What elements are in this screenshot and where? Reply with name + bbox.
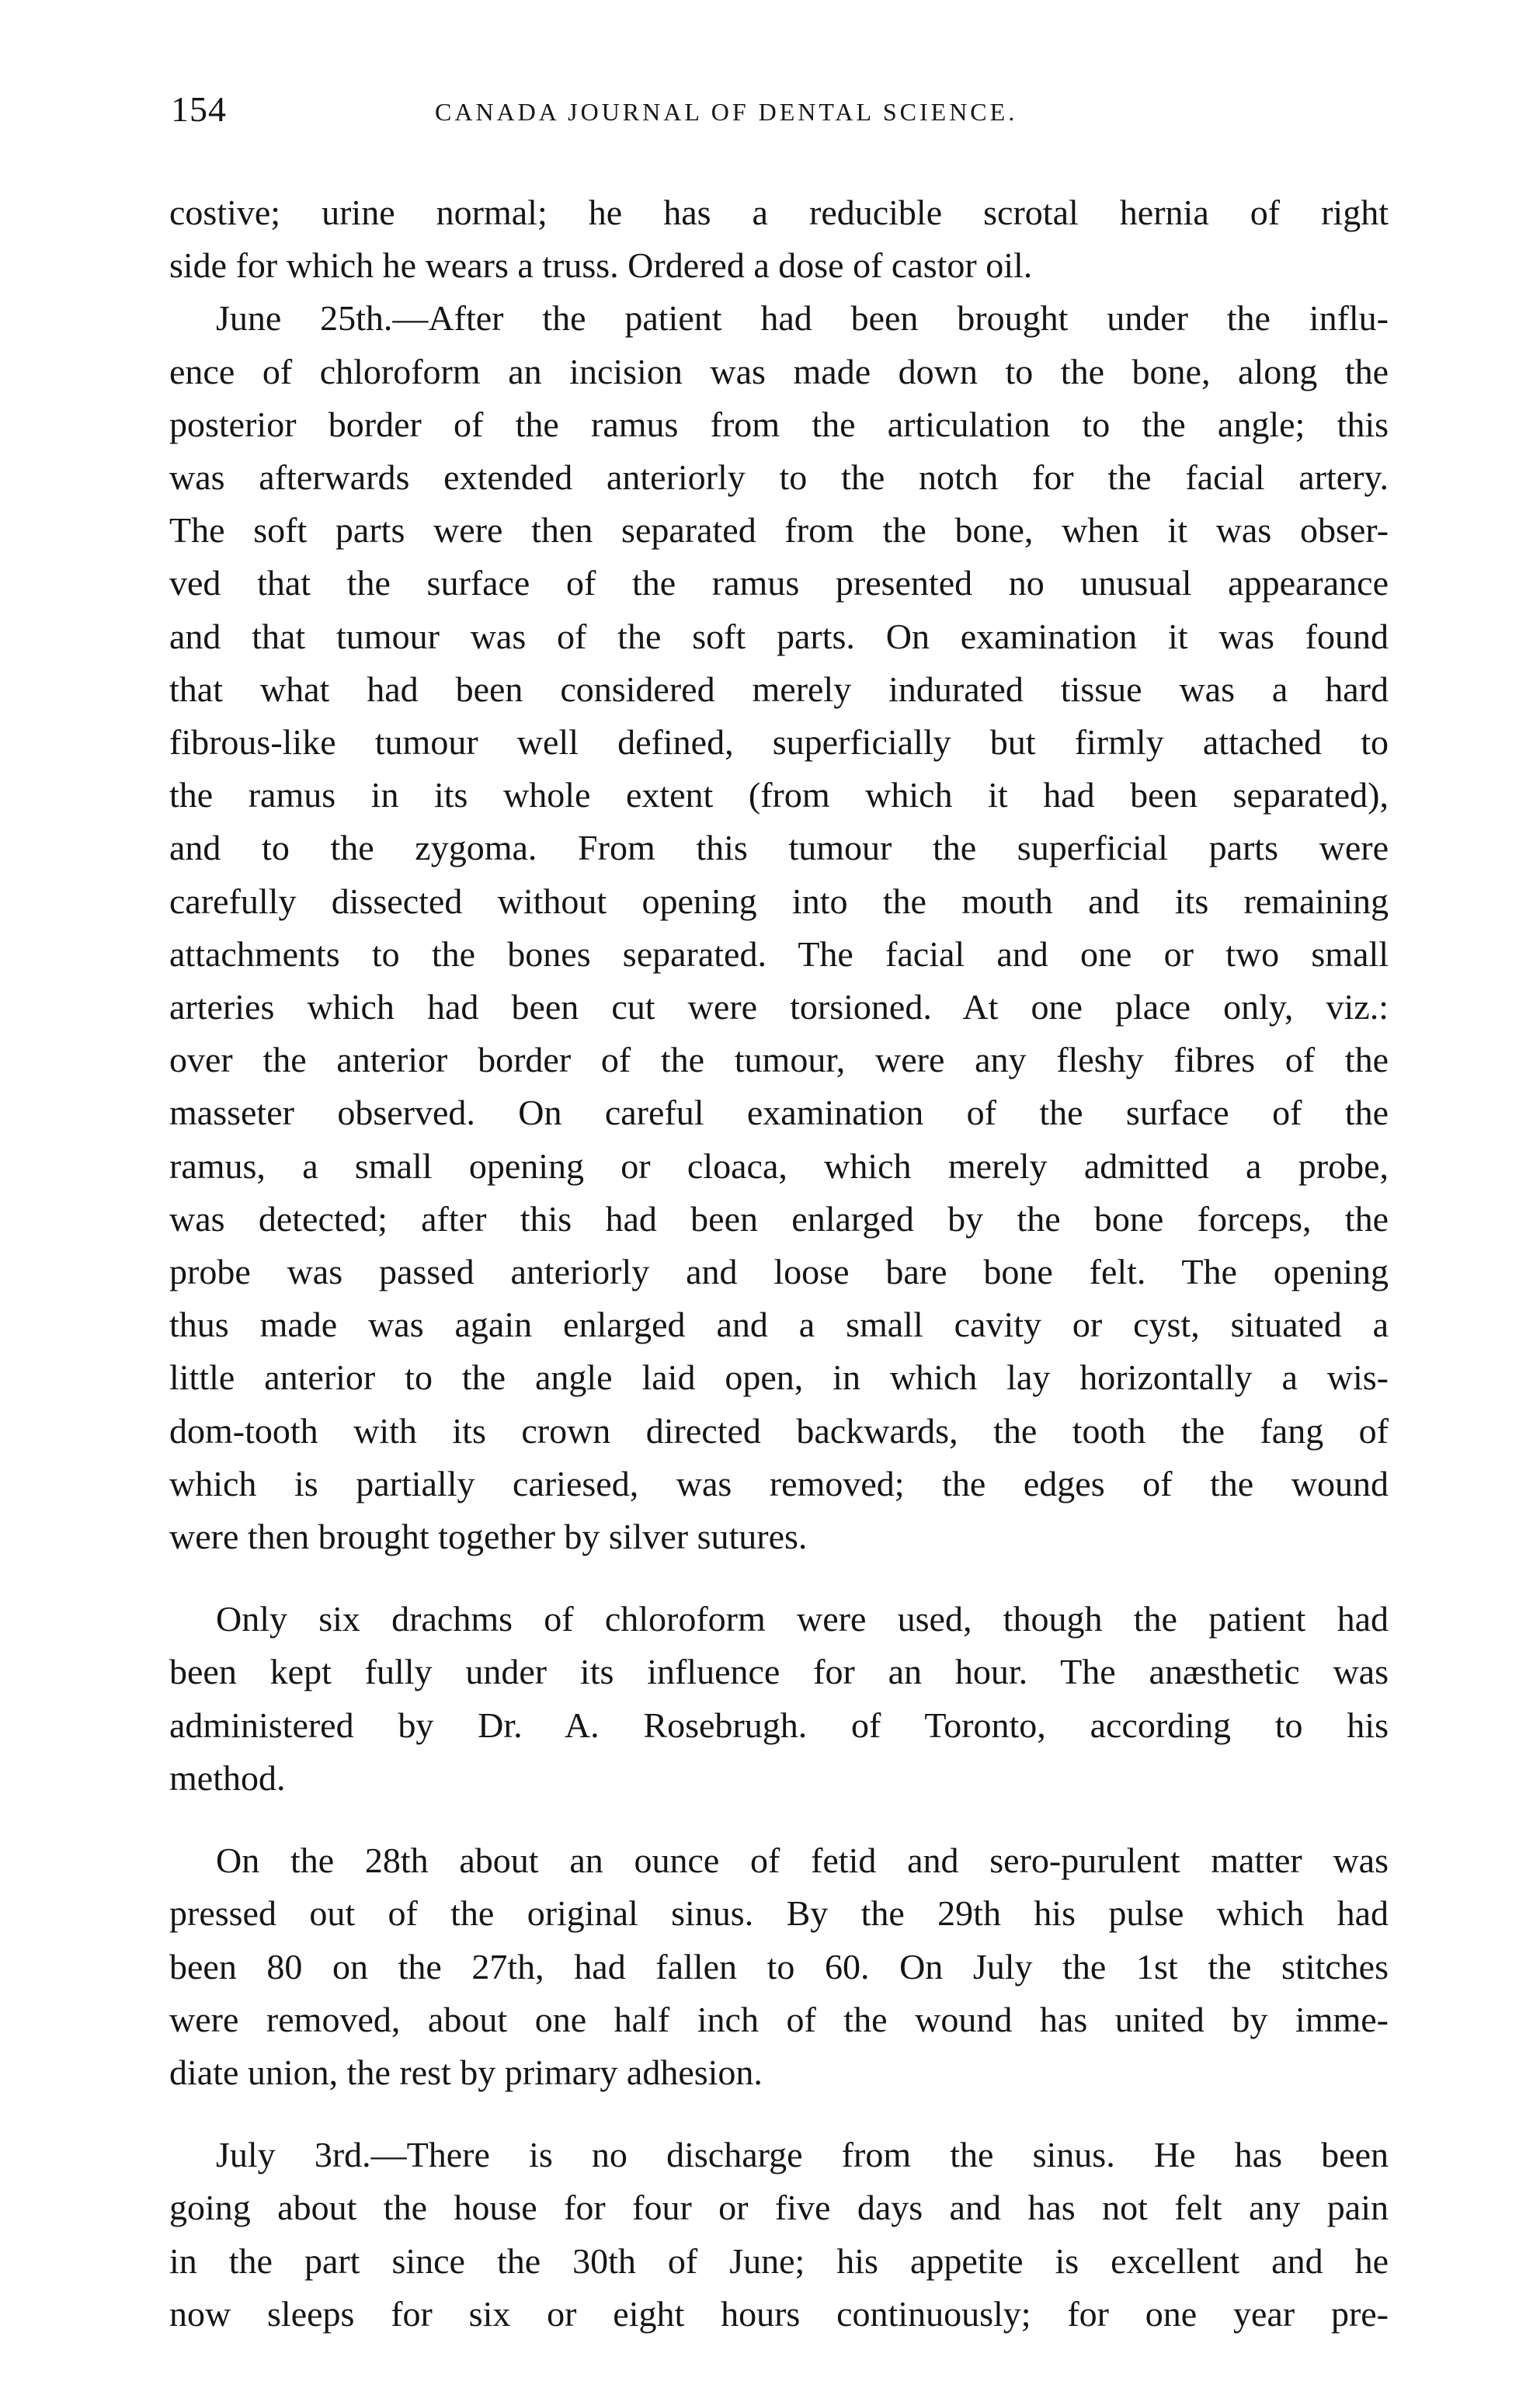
text-line: administered by Dr. A. Rosebrugh. of Toronto, according to his (169, 1705, 1389, 1745)
text-line: and that tumour was of the soft parts. On examination it was found (169, 616, 1389, 656)
text-line: dom-tooth with its crown directed backwards, the tooth the fang of (169, 1410, 1389, 1451)
text-line: arteries which had been cut were torsioned. At one place only, viz.: (169, 987, 1389, 1027)
paragraph (169, 292, 1389, 1563)
text-line: costive; urine normal; he has a reducible scrotal hernia of right (169, 193, 1389, 232)
text-line: little anterior to the angle laid open, in which lay horizontally a wis- (169, 1357, 1389, 1398)
text-line: ramus, a small opening or cloaca, which merely admitted a probe, (169, 1145, 1389, 1186)
paragraph (169, 1834, 1389, 2099)
text-line: carefully dissected without opening into the mouth and its remaining (169, 881, 1389, 921)
paragraph (169, 2129, 1389, 2341)
text-line: was afterwards extended anteriorly to the notch for the facial artery. (169, 457, 1389, 498)
text-line: now sleeps for six or eight hours continuously; for one year pre- (169, 2293, 1389, 2334)
text-line: were then brought together by silver sutures. (169, 1517, 808, 1557)
text-line: pressed out of the original sinus. By the 29th his pulse which had (169, 1893, 1389, 1934)
text-line: and to the zygoma. From this tumour the superficial parts were (169, 828, 1389, 868)
page-number: 154 (171, 89, 227, 129)
text-line: The soft parts were then separated from the bone, when it was obser- (169, 510, 1389, 551)
text-line: method. (169, 1757, 286, 1798)
text-line: ved that the surface of the ramus presented no unusual appearance (169, 563, 1389, 603)
running-title: CANADA JOURNAL OF DENTAL SCIENCE. (435, 98, 1018, 126)
text-line: that what had been considered merely indurated tissue was a hard (169, 669, 1389, 709)
paragraph (169, 186, 1389, 292)
text-line: masseter observed. On careful examination of the surface of the (169, 1093, 1389, 1133)
text-line: June 25th.—After the patient had been brought under the influ- (216, 298, 1389, 339)
text-line: probe was passed anteriorly and loose bare bone felt. The opening (169, 1252, 1389, 1292)
text-line: been 80 on the 27th, had fallen to 60. On July the 1st the stitches (169, 1946, 1389, 1987)
text-line: On the 28th about an ounce of fetid and sero-purulent matter was (216, 1841, 1389, 1881)
text-line: thus made was again enlarged and a small cavity or cyst, situated a (169, 1305, 1389, 1345)
text-line: posterior border of the ramus from the articulation to the angle; this (169, 404, 1389, 444)
text-line: been kept fully under its influence for an hour. The anæsthetic was (169, 1652, 1389, 1692)
body-text (169, 186, 1389, 2341)
text-line: which is partially cariesed, was removed; the edges of the wound (169, 1463, 1389, 1503)
text-line: the ramus in its whole extent (from which it had been separated), (169, 775, 1389, 815)
text-line: diate union, the rest by primary adhesion. (169, 2052, 763, 2092)
text-line: Only six drachms of chloroform were used, though the patient had (216, 1599, 1389, 1639)
text-line: going about the house for four or five days and has not felt any pain (169, 2188, 1389, 2228)
text-line: July 3rd.—There is no discharge from the sinus. He has been (216, 2135, 1389, 2175)
page-header (171, 89, 1390, 162)
text-line: was detected; after this had been enlarged by the bone forceps, the (169, 1198, 1389, 1239)
text-line: fibrous-like tumour well defined, superficially but firmly attached to (169, 722, 1389, 763)
text-line: attachments to the bones separated. The facial and one or two small (169, 933, 1389, 974)
text-line: over the anterior border of the tumour, were any fleshy fibres of the (169, 1040, 1389, 1080)
text-line: side for which he wears a truss. Ordered a dose of castor oil. (169, 245, 1033, 286)
text-line: in the part since the 30th of June; his appetite is excellent and he (169, 2240, 1389, 2281)
text-line: were removed, about one half inch of the wound has united by imme- (169, 1999, 1389, 2039)
text-line: ence of chloroform an incision was made down to the bone, along the (169, 351, 1389, 391)
paragraph (169, 1593, 1389, 1805)
